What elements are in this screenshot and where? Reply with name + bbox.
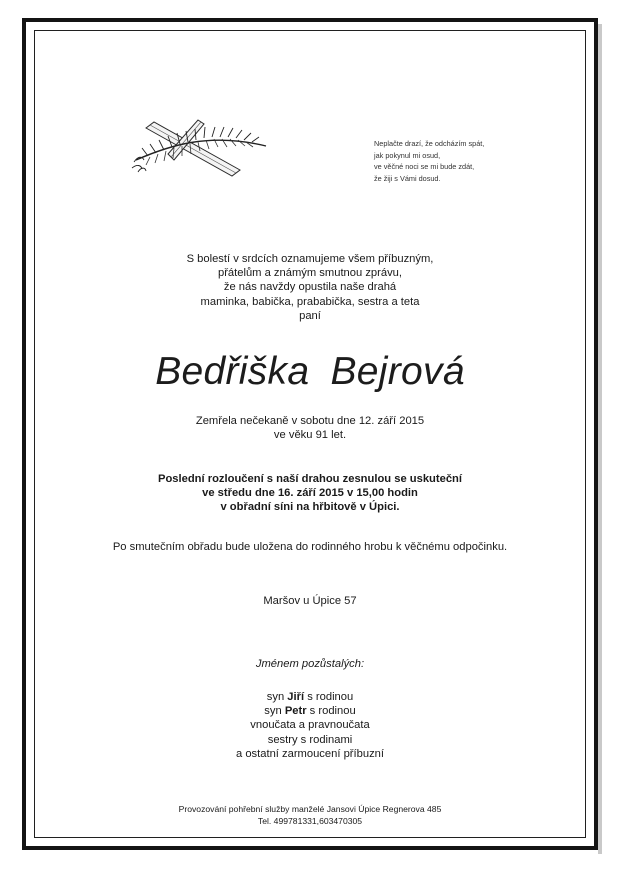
farewell-details bbox=[0, 472, 620, 515]
funeral-service-footer bbox=[0, 803, 620, 828]
mourners-heading-text: Jménem pozůstalých: bbox=[255, 658, 365, 670]
intro-line: S bolestí v srdcích oznamujeme všem příbuzným, bbox=[186, 253, 434, 265]
mourner-suffix: s rodinou bbox=[306, 705, 356, 718]
deceased-last-name: Bejrová bbox=[330, 350, 465, 393]
address bbox=[0, 594, 620, 608]
death-line: ve věku 91 let. bbox=[273, 429, 347, 442]
intro-line: přátelům a známým smutnou zprávu, bbox=[217, 267, 403, 280]
mourners-heading bbox=[0, 657, 620, 671]
mourner-row: sestry s rodinami bbox=[267, 733, 353, 746]
farewell-line: ve středu dne 16. září 2015 v 15,00 hodin bbox=[202, 487, 418, 500]
burial-line: Po smutečním obřadu bude uložena do rodinného hrobu k věčnému odpočinku. bbox=[112, 541, 508, 553]
footer-line: Tel. 499781331,603470305 bbox=[257, 816, 363, 827]
announcement-intro bbox=[0, 252, 620, 323]
mourner-row: vnoučata a pravnoučata bbox=[250, 719, 370, 732]
farewell-line: v obřadní síni na hřbitově v Úpici. bbox=[220, 501, 400, 514]
poem-line: jak pokynul mi osud, bbox=[374, 150, 441, 160]
intro-line: že nás navždy opustila naše drahá bbox=[223, 281, 397, 294]
poem-line: Neplačte drazí, že odcházím spát, bbox=[374, 139, 485, 148]
cross-with-palm-branch-icon bbox=[128, 116, 272, 180]
mourner-row bbox=[0, 690, 620, 704]
footer-line: Provozování pohřební služby manželé Jansovi Úpice Regnerova 485 bbox=[178, 804, 442, 814]
mourner-row: a ostatní zarmoucení příbuzní bbox=[235, 747, 384, 760]
mourner-name: Petr bbox=[284, 705, 307, 718]
deceased-name bbox=[0, 350, 620, 394]
mourners-list bbox=[0, 690, 620, 761]
mourner-prefix: syn bbox=[264, 705, 285, 718]
deceased-first-name: Bedřiška bbox=[155, 350, 310, 393]
poem-line: ve věčné noci se mi bude zdát, bbox=[374, 162, 475, 172]
mourner-row bbox=[0, 704, 620, 718]
poem-line: že žiji s Vámi dosud. bbox=[374, 173, 441, 183]
farewell-line: Poslední rozloučení s naší drahou zesnulou se uskuteční bbox=[158, 473, 462, 485]
mourner-suffix: s rodinou bbox=[304, 691, 354, 703]
intro-line: paní bbox=[299, 309, 321, 322]
mourner-prefix: syn bbox=[266, 691, 288, 703]
death-line: Zemřela nečekaně v sobotu dne 12. září 2015 bbox=[195, 415, 425, 427]
intro-line: maminka, babička, prababička, sestra a teta bbox=[200, 295, 420, 308]
death-details bbox=[0, 414, 620, 442]
mourner-name: Jiří bbox=[287, 691, 305, 703]
address-line: Maršov u Úpice 57 bbox=[263, 595, 357, 607]
poem bbox=[374, 138, 484, 184]
burial-note bbox=[0, 540, 620, 554]
